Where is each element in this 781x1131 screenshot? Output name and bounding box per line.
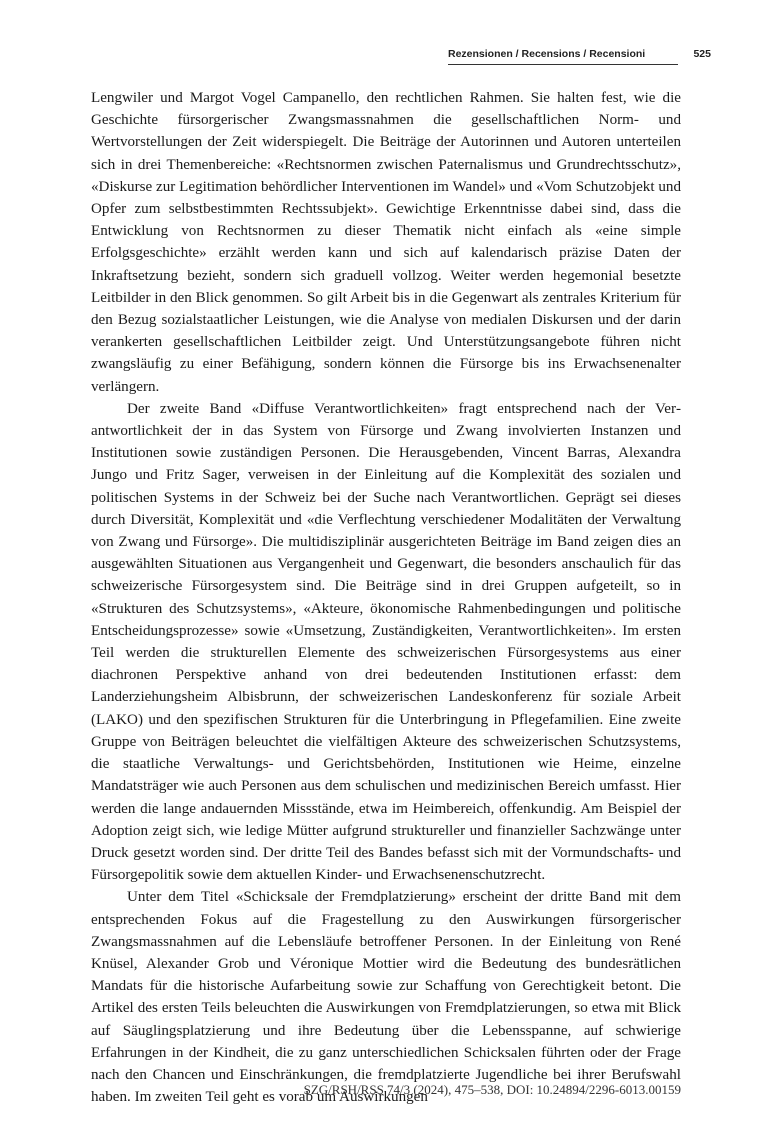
journal-citation-footer: SZG/RSH/RSS 74/3 (2024), 475–538, DOI: 10.24894/2296-6013.00159	[303, 1082, 681, 1097]
paragraph: Unter dem Titel «Schicksale der Fremdplatzierung» erscheint der dritte Band mit dem entsprechenden Fokus auf die Fragestellung zu den Auswirkungen fürsorgerischer Zwangsmassnahmen auf die Lebensläufe betroffener Personen. In der Einleitung von René Knüsel, Alexander Grob und Véronique Mottier wird die Bedeutung des bundesrätlichen Mandats für die historische Aufarbeitung sowie zur Schaffung von Gerechtigkeit betont. Die Artikel des ersten Teils beleuchten die Auswirkungen von Fremdplatzierungen, so etwa mit Blick auf Säuglingsplatzierung und ihre Bedeutung über die Lebensspanne, auf schwierige Erfahrungen in der Kindheit, die zu ganz unterschiedlichen Schicksalen führten oder der Frage nach den Chancen und Einschränkungen, die fremdplatzierte Jugendliche bei ihrer Berufswahl haben. Im zweiten Teil geht es vorab um Auswirkungen	[91, 889, 681, 1106]
page-number: 525	[693, 48, 711, 60]
header-rule	[448, 64, 678, 65]
paragraph: Der zweite Band «Diffuse Verantwortlichkeiten» fragt entsprechend nach der Verantwortlichkeit der in das System von Fürsorge und Zwang involvierten Instanzen und Institutionen sowie zuständigen Personen. Die Herausgebenden, Vincent Barras, Alexandra Jungo und Fritz Sager, verweisen in der Einleitung auf die Komplexität des sozialen und politischen Systems in der Schweiz bei der Suche nach Verantwortlichen. Geprägt sei dieses durch Diversität, Komplexität und «die Verflechtung verschiedener Modalitäten der Verwaltung von Zwang und Fürsorge». Die multidisziplinär ausgerichteten Beiträge im Band zeigen dies an ausgewählten Situationen aus Vergangenheit und Gegenwart, die besonders anschaulich für das schweizerische Fürsorgesystem sind. Die Beiträge sind in drei Gruppen aufgeteilt, so in «Strukturen des Schutzsystems», «Akteure, ökonomische Rahmenbedingungen und politische Entscheidungsprozesse» sowie «Umsetzung, Zuständigkeiten, Verantwortlichkeiten». Im ersten Teil werden die strukturellen Elemente des schweizerischen Fürsorgesystems aus einer diachronen Perspektive anhand von drei bedeutenden Institutionen erfasst: dem Landerziehungsheim Albisbrunn, der schweizerischen Landeskonferenz für soziale Arbeit (LAKO) und den spezifischen Strukturen für die Unterbringung in Pflegefamilien. Eine zweite Gruppe von Beiträgen beleuchtet die vielfältigen Akteure des schweizerischen Schutzsystems, die staatliche Verwaltungs- und Gerichtsbehörden, Institutionen wie Heime, einzelne Mandatsträger wie auch Personen aus dem schulischen und medizinischen Bereich umfasst. Hier werden die lange andauernden Missstände, etwa im Heimbereich, offenkundig. Am Beispiel der Adoption zeigt sich, wie ledige Mütter aufgrund struktureller und finanzieller Sachzwänge unter Druck gesetzt worden sind. Der dritte Teil des Bandes befasst sich mit der Vormundschafts- und Fürsorgepolitik sowie dem aktuellen Kinder- und Erwachsenenschutzrecht.	[91, 400, 681, 884]
article-body	[91, 87, 681, 1108]
paragraph: Lengwiler und Margot Vogel Campanello, den rechtlichen Rahmen. Sie halten fest, wie die Geschichte fürsorgerischer Zwangsmassnahmen die gesellschaftlichen Norm- und Wertvorstellungen der Zeit widerspiegelt. Die Beiträge der Autorinnen und Autoren unterteilen sich in drei Themenbereiche: «Rechtsnormen zwischen Paternalismus und Grundrechtsschutz», «Diskurse zur Legitimation behördlicher Interventionen im Wandel» und «Vom Schutzobjekt und Opfer zum selbstbestimmten Rechtssubjekt». Gewichtige Erkenntnisse dabei sind, dass die Entwicklung von Rechtsnormen zu dieser Thematik nicht einfach als «eine simple Erfolgsgeschichte» erzählt werden kann und sich auf kalendarisch präzise Daten der Inkraftsetzung bezieht, sondern sich graduell vollzog. Weiter werden hegemonial besetzte Leitbilder in den Blick genommen. So gilt Arbeit bis in die Gegenwart als zentrales Kriterium für den Bezug sozialstaatlicher Leistungen, wie die Analyse von medialen Diskursen und der darin verankerten gesellschaftlichen Leitbilder zeigt. Und Unterstützungsangebote führen nicht zwangsläufig zu einer Befähigung, sondern können die Fürsorge bis ins Erwachsenenalter verlängern.	[91, 90, 681, 395]
running-header-section-title: Rezensionen / Recensions / Recensioni	[448, 48, 646, 60]
running-header	[448, 46, 711, 62]
